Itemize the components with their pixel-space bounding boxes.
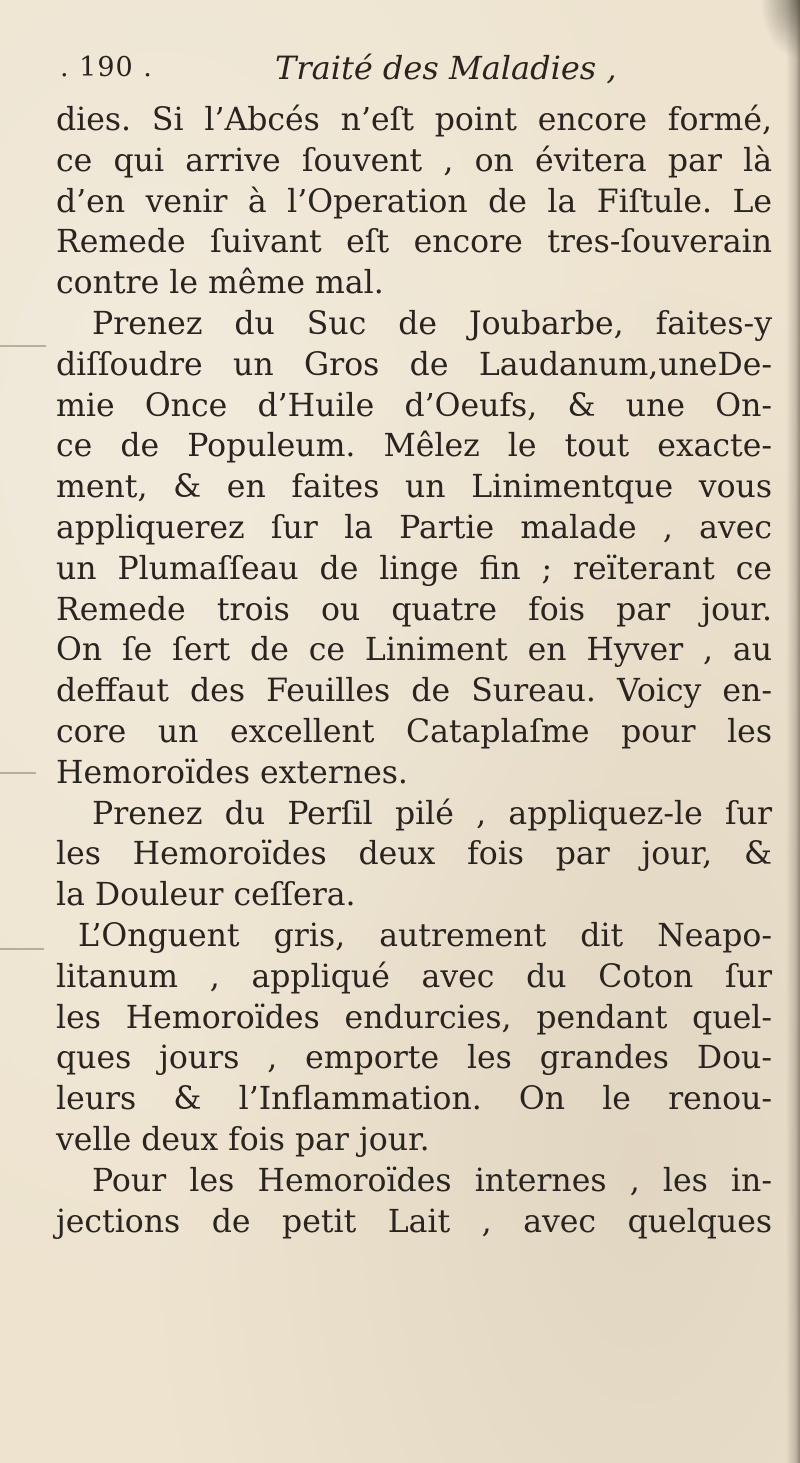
body-text — [56, 100, 772, 1242]
text-line: On ſe ſert de ce Liniment en Hyver , au — [56, 632, 772, 669]
text-line: Remede ſuivant eſt encore tres-ſouverain — [56, 224, 772, 261]
margin-mark — [0, 948, 44, 950]
corner-shadow — [760, 0, 800, 60]
text-line: un Plumaſſeau de linge fin ; reïterant ce — [56, 550, 772, 587]
text-line: mie Once d’Huile d’Oeufs, & une On- — [56, 387, 772, 424]
text-line: d’en venir à l’Operation de la Fiſtule. Le — [56, 183, 772, 220]
running-header — [60, 44, 760, 92]
text-line: les Hemoroïdes deux fois par jour, & — [56, 836, 772, 873]
margin-mark — [0, 345, 46, 347]
text-line: core un excellent Cataplaſme pour les — [56, 713, 772, 750]
page-edge-shadow — [786, 0, 800, 1463]
text-line: Remede trois ou quatre fois par jour. — [56, 591, 772, 628]
text-line: velle deux fois par jour. — [56, 1121, 430, 1158]
margin-mark — [0, 772, 36, 774]
text-line: ques jours , emporte les grandes Dou- — [56, 1040, 772, 1077]
running-title: Traité des Maladies , — [275, 49, 617, 87]
text-line: ment, & en faites un Linimentque vous — [56, 469, 772, 506]
text-line: litanum , appliqué avec du Coton ſur — [56, 958, 772, 995]
text-line: la Douleur ceſſera. — [56, 877, 356, 914]
text-line: contre le même mal. — [56, 265, 384, 302]
text-line: Hemoroïdes externes. — [56, 754, 408, 791]
text-line: Pour les Hemoroïdes internes , les in- — [92, 1162, 772, 1199]
text-line: les Hemoroïdes endurcies, pendant quel- — [56, 999, 772, 1036]
text-line: diſſoudre un Gros de Laudanum,uneDe- — [56, 346, 772, 383]
text-line: Prenez du Perſil pilé , appliquez-le ſur — [92, 795, 772, 832]
text-line: Prenez du Suc de Joubarbe, faites-y — [92, 305, 772, 342]
text-line: L’Onguent gris, autrement dit Neapo- — [78, 917, 772, 954]
page-number: . 190 . — [60, 52, 153, 83]
text-line: ce qui arrive ſouvent , on évitera par là — [56, 142, 772, 179]
text-line: leurs & l’Inflammation. On le renou- — [56, 1081, 772, 1118]
text-line: appliquerez ſur la Partie malade , avec — [56, 509, 772, 546]
text-line: deffaut des Feuilles de Sureau. Voicy en- — [56, 673, 772, 710]
text-line: dies. Si l’Abcés n’eſt point encore formé, — [56, 102, 772, 138]
text-line: jections de petit Lait , avec quelques — [56, 1203, 772, 1240]
text-line: ce de Populeum. Mêlez le tout exacte- — [56, 428, 772, 465]
